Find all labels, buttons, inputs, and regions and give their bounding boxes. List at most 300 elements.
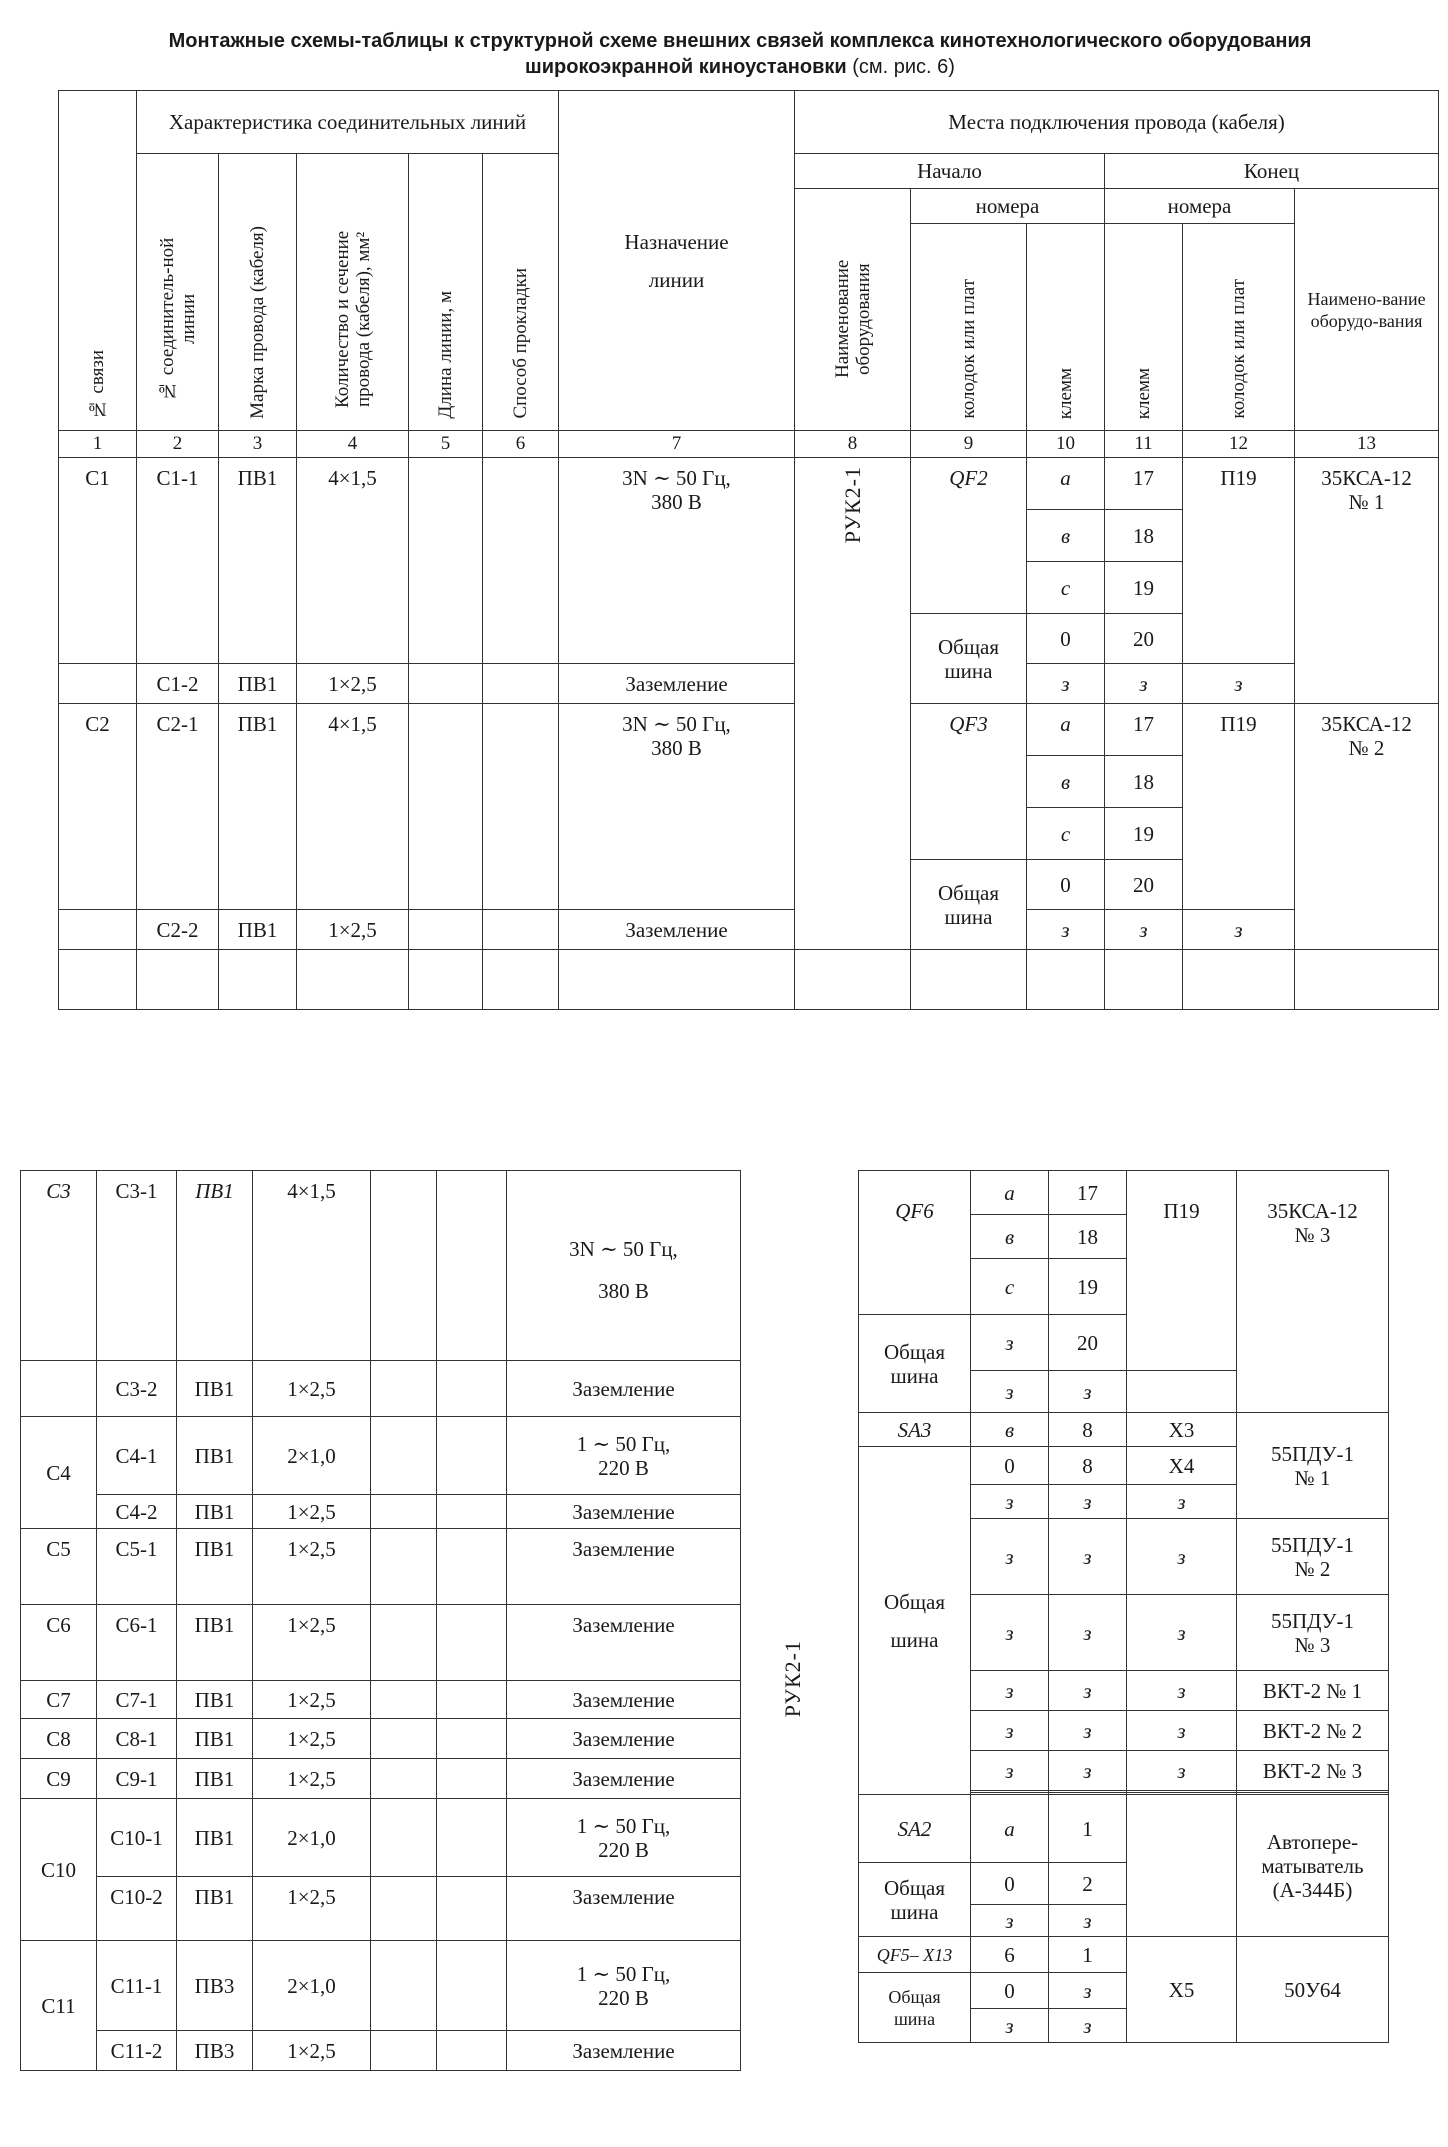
end-terminal: 19: [1105, 808, 1183, 860]
start-terminal: в: [1027, 510, 1105, 562]
hdr-end-equipment: Наимено-вание оборудо-вания: [1295, 189, 1439, 431]
wire-size: 1×2,5: [253, 1681, 371, 1719]
wire-brand: ПВ1: [219, 664, 297, 704]
line-length: [371, 1361, 437, 1417]
start-block: SA2: [859, 1795, 971, 1863]
start-terminal: 0: [971, 1447, 1049, 1485]
line-length: [371, 1171, 437, 1361]
end-equipment: ВКТ-2 № 1: [1237, 1671, 1389, 1711]
wire-brand: ПВ1: [219, 458, 297, 664]
end-equipment: [1237, 1595, 1389, 1671]
hdr-start-equipment: Наименование оборудования: [795, 189, 911, 431]
line-id: C3-2: [97, 1361, 177, 1417]
end-terminal: 8: [1049, 1447, 1127, 1485]
col-num: 11: [1105, 431, 1183, 458]
end-bus: з: [1183, 664, 1295, 704]
end-equipment-name: 55ПДУ-1: [1270, 1441, 1355, 1466]
end-equipment-name: 35КСА-12: [1321, 712, 1412, 736]
hdr-end-numbers: номера: [1105, 189, 1295, 224]
start-terminal: з: [971, 1485, 1049, 1519]
end-equipment: [1237, 1171, 1389, 1413]
line-id: C11-2: [97, 2031, 177, 2071]
hdr-link-no: № связи: [59, 91, 137, 431]
line-purpose: [507, 1799, 741, 1877]
common-bus: [859, 1973, 971, 2043]
start-terminal: з: [971, 1711, 1049, 1751]
end-block: Х3: [1127, 1413, 1237, 1447]
end-block: Х4: [1127, 1447, 1237, 1485]
end-equipment-name: (А-344Б): [1272, 1877, 1353, 1902]
start-terminal: в: [971, 1413, 1049, 1447]
table-row: [21, 1799, 741, 1877]
connections-table-3: [858, 1170, 1389, 2043]
laying-method: [483, 704, 559, 910]
bus-label: Общая: [883, 1875, 945, 1900]
line-purpose: Заземление: [507, 1719, 741, 1759]
link-id: C6: [21, 1605, 97, 1681]
start-terminal: с: [1027, 562, 1105, 614]
start-terminal: с: [1027, 808, 1105, 860]
wire-size: 1×2,5: [253, 1495, 371, 1529]
end-terminal: 20: [1105, 614, 1183, 664]
line-id: C10-2: [97, 1877, 177, 1941]
table-row: [21, 1495, 741, 1529]
laying-method: [437, 1799, 507, 1877]
hdr-start-numbers: номера: [911, 189, 1105, 224]
line-id: C3-1: [97, 1171, 177, 1361]
laying-method: [437, 1681, 507, 1719]
link-id: C8: [21, 1719, 97, 1759]
line-purpose: [507, 1941, 741, 2031]
line-id: C2-2: [137, 910, 219, 950]
line-id: C4-1: [97, 1417, 177, 1495]
start-terminal: 0: [1027, 614, 1105, 664]
start-terminal: а: [1027, 458, 1105, 510]
end-terminal: 19: [1105, 562, 1183, 614]
col-num: 10: [1027, 431, 1105, 458]
table-row: [21, 1361, 741, 1417]
laying-method: [483, 910, 559, 950]
link-id: C9: [21, 1759, 97, 1799]
table-row: [59, 458, 1439, 510]
hdr-line-length: Длина линии, м: [409, 154, 483, 431]
end-terminal: 1: [1049, 1937, 1127, 1973]
link-id: C4: [21, 1417, 97, 1529]
laying-method: [437, 1171, 507, 1361]
start-block: QF5– X13: [859, 1937, 971, 1973]
laying-method: [437, 1417, 507, 1495]
table-row: [21, 1529, 741, 1605]
link-id: C11: [21, 1941, 97, 2071]
start-terminal: 0: [971, 1973, 1049, 2009]
wire-size: 4×1,5: [253, 1171, 371, 1361]
end-equipment-no: № 1: [1348, 490, 1385, 514]
wire-brand: ПВ1: [177, 1719, 253, 1759]
end-terminal: з: [1049, 1595, 1127, 1671]
purpose-text: 3N ∼ 50 Гц,: [622, 466, 731, 490]
line-id: C5-1: [97, 1529, 177, 1605]
end-equipment-no: № 1: [1294, 1465, 1331, 1490]
end-equipment-name: матыватель: [1261, 1853, 1364, 1878]
wire-size: 4×1,5: [297, 458, 409, 664]
col-num: 5: [409, 431, 483, 458]
laying-method: [483, 458, 559, 664]
line-purpose: Заземление: [559, 910, 795, 950]
end-block: [1127, 1795, 1237, 1937]
bus-label: шина: [890, 1363, 939, 1388]
start-terminal: 0: [1027, 860, 1105, 910]
bus-label: Общая: [883, 1589, 945, 1614]
line-length: [409, 664, 483, 704]
hdr-start: Начало: [795, 154, 1105, 189]
wire-brand: ПВ1: [177, 1417, 253, 1495]
wire-size: 4×1,5: [297, 704, 409, 910]
start-block: QF3: [911, 704, 1027, 860]
start-terminal: 0: [971, 1863, 1049, 1905]
end-terminal: з: [1049, 1671, 1127, 1711]
end-terminal: 18: [1049, 1215, 1127, 1259]
hdr-connection-places: Места подключения провода (кабеля): [795, 91, 1439, 154]
laying-method: [437, 1941, 507, 2031]
purpose-text: 220 В: [598, 1837, 649, 1862]
purpose-text: 1 ∼ 50 Гц,: [576, 1431, 671, 1456]
end-terminal: з: [1049, 1519, 1127, 1595]
table-row: [21, 1941, 741, 2031]
table-row: [21, 1877, 741, 1941]
hdr-start-blocks: колодок или плат: [911, 224, 1027, 431]
line-purpose: Заземление: [507, 1495, 741, 1529]
hdr-end-terminals: клемм: [1105, 224, 1183, 431]
common-bus: [859, 1447, 971, 1795]
link-id: C10: [21, 1799, 97, 1941]
col-num: 13: [1295, 431, 1439, 458]
table-row: [21, 1681, 741, 1719]
purpose-text: 3N ∼ 50 Гц,: [622, 712, 731, 736]
table-row: [59, 664, 1439, 704]
line-length: [371, 1877, 437, 1941]
end-terminal: з: [1049, 2009, 1127, 2043]
title-line-2-text: широкоэкранной киноустановки: [525, 56, 847, 78]
end-equipment-name: 55ПДУ-1: [1270, 1608, 1355, 1633]
laying-method: [437, 1719, 507, 1759]
wire-brand: ПВ1: [177, 1605, 253, 1681]
laying-method: [437, 1361, 507, 1417]
common-bus: [911, 860, 1027, 950]
wire-brand: ПВ1: [177, 1361, 253, 1417]
column-numbers-row: [59, 431, 1439, 458]
purpose-text: 220 В: [598, 1455, 649, 1480]
line-length: [371, 1681, 437, 1719]
wire-size: 1×2,5: [253, 1759, 371, 1799]
hdr-line-no: № соединитель-ной линии: [137, 154, 219, 431]
end-terminal: 2: [1049, 1863, 1127, 1905]
link-id: C1: [59, 458, 137, 664]
wire-size: 2×1,0: [253, 1941, 371, 2031]
end-block: з: [1127, 1751, 1237, 1791]
table-row-empty: [59, 950, 1439, 1010]
bus-label: шина: [890, 1627, 939, 1652]
end-terminal: з: [1049, 1711, 1127, 1751]
purpose-text: 220 В: [598, 1985, 649, 2010]
line-purpose: Заземление: [507, 1529, 741, 1605]
wire-size: 1×2,5: [253, 1719, 371, 1759]
wire-size: 2×1,0: [253, 1417, 371, 1495]
title-figure-ref: (см. рис. 6): [852, 56, 955, 78]
start-block: SA3: [859, 1413, 971, 1447]
purpose-text: 380 В: [651, 490, 702, 514]
line-id: C8-1: [97, 1719, 177, 1759]
start-terminal: з: [1027, 664, 1105, 704]
wire-size: 1×2,5: [297, 910, 409, 950]
start-terminal: з: [971, 1315, 1049, 1371]
link-id: [59, 664, 137, 704]
table-row: [859, 1937, 1389, 1973]
start-terminal: з: [971, 1905, 1049, 1937]
title-line-2: [40, 54, 1440, 80]
wire-brand: ПВ3: [177, 1941, 253, 2031]
end-terminal: з: [1049, 1751, 1127, 1791]
start-terminal: а: [971, 1795, 1049, 1863]
col-num: 6: [483, 431, 559, 458]
wire-brand: ПВ1: [177, 1171, 253, 1361]
end-equipment: [1237, 1413, 1389, 1519]
start-equipment-text: РУК2-1: [780, 1640, 805, 1718]
line-length: [371, 1529, 437, 1605]
line-length: [371, 1719, 437, 1759]
end-equipment-name: Автопере-: [1266, 1829, 1359, 1854]
link-id: [59, 910, 137, 950]
common-bus: [859, 1863, 971, 1937]
end-equipment-name: 35КСА-12: [1267, 1199, 1358, 1223]
line-purpose: [559, 704, 795, 910]
end-equipment-name: 35КСА-12: [1321, 466, 1412, 490]
link-id: C7: [21, 1681, 97, 1719]
hdr-end-blocks: колодок или плат: [1183, 224, 1295, 431]
end-equipment-no: № 3: [1294, 1223, 1331, 1247]
connections-table-2: [20, 1170, 741, 2071]
line-id: C1-2: [137, 664, 219, 704]
bus-label: шина: [890, 1899, 939, 1924]
line-id: C11-1: [97, 1941, 177, 2031]
hdr-end: Конец: [1105, 154, 1439, 189]
end-terminal: 20: [1049, 1315, 1127, 1371]
bus-label: Общая: [883, 1339, 945, 1364]
end-equipment: ВКТ-2 № 3: [1237, 1751, 1389, 1791]
wire-size: 2×1,0: [253, 1799, 371, 1877]
line-length: [371, 1759, 437, 1799]
start-terminal: з: [971, 1671, 1049, 1711]
bus-label: Общая: [888, 1986, 941, 2007]
col-num: 7: [559, 431, 795, 458]
end-block: з: [1127, 1519, 1237, 1595]
line-length: [371, 1495, 437, 1529]
page-title: [40, 28, 1440, 80]
end-terminal: 17: [1049, 1171, 1127, 1215]
wire-size: 1×2,5: [253, 1877, 371, 1941]
line-id: C7-1: [97, 1681, 177, 1719]
wire-brand: ПВ1: [177, 1495, 253, 1529]
table-row: [21, 1719, 741, 1759]
line-purpose: Заземление: [507, 2031, 741, 2071]
wire-brand: ПВ1: [219, 910, 297, 950]
laying-method: [437, 1529, 507, 1605]
line-purpose: Заземление: [507, 1877, 741, 1941]
col-num: 1: [59, 431, 137, 458]
line-length: [371, 1941, 437, 2031]
end-equipment: 50У64: [1237, 1937, 1389, 2043]
start-terminal: з: [971, 1371, 1049, 1413]
end-terminal: 8: [1049, 1413, 1127, 1447]
connections-table-1: [58, 90, 1439, 1010]
start-block: QF6: [859, 1171, 971, 1315]
laying-method: [437, 1495, 507, 1529]
laying-method: [437, 1877, 507, 1941]
wire-brand: ПВ1: [177, 1529, 253, 1605]
wire-size: 1×2,5: [253, 1529, 371, 1605]
common-bus: [859, 1315, 971, 1413]
end-equipment: [1237, 1519, 1389, 1595]
end-equipment-no: № 2: [1294, 1556, 1331, 1581]
purpose-text: 380 В: [598, 1278, 649, 1303]
end-block: П19: [1127, 1171, 1237, 1371]
table-row: [859, 1795, 1389, 1863]
end-terminal: з: [1049, 1485, 1127, 1519]
line-id: C1-1: [137, 458, 219, 664]
line-length: [371, 1417, 437, 1495]
line-purpose: [507, 1171, 741, 1361]
line-purpose: Заземление: [507, 1759, 741, 1799]
wire-size: 1×2,5: [253, 1605, 371, 1681]
start-terminal: а: [971, 1171, 1049, 1215]
hdr-purpose-a: Назначение: [624, 229, 729, 254]
start-terminal: в: [971, 1215, 1049, 1259]
purpose-text: 380 В: [651, 736, 702, 760]
end-terminal: 19: [1049, 1259, 1127, 1315]
line-length: [371, 2031, 437, 2071]
col-num: 4: [297, 431, 409, 458]
common-bus: [911, 614, 1027, 704]
table-row: [859, 1171, 1389, 1215]
end-terminal: з: [1049, 1905, 1127, 1937]
start-equipment: РУК2-1: [795, 458, 911, 950]
end-terminal: 1: [1049, 1795, 1127, 1863]
purpose-text: 1 ∼ 50 Гц,: [576, 1961, 671, 1986]
table-row: [21, 2031, 741, 2071]
start-terminal: з: [1027, 910, 1105, 950]
start-terminal: а: [1027, 704, 1105, 756]
end-terminal: з: [1049, 1973, 1127, 2009]
wire-brand: ПВ1: [177, 1681, 253, 1719]
line-purpose: Заземление: [507, 1361, 741, 1417]
hdr-line-characteristics: Характеристика соединительных линий: [137, 91, 559, 154]
link-id: C5: [21, 1529, 97, 1605]
end-equipment: ВКТ-2 № 2: [1237, 1711, 1389, 1751]
wire-brand: ПВ1: [177, 1799, 253, 1877]
col-num: 8: [795, 431, 911, 458]
hdr-purpose: [559, 91, 795, 431]
start-terminal: з: [971, 1595, 1049, 1671]
hdr-start-terminals: клемм: [1027, 224, 1105, 431]
table-row: [59, 704, 1439, 756]
end-equipment-name: 55ПДУ-1: [1270, 1532, 1355, 1557]
end-terminal: з: [1105, 664, 1183, 704]
line-id: C4-2: [97, 1495, 177, 1529]
col-num: 12: [1183, 431, 1295, 458]
laying-method: [437, 2031, 507, 2071]
bus-label: шина: [893, 2008, 936, 2029]
wire-brand: ПВ1: [177, 1759, 253, 1799]
hdr-wire-size: Количество и сечение провода (кабеля), мм²: [297, 154, 409, 431]
end-terminal: 17: [1105, 458, 1183, 510]
table-row: [21, 1605, 741, 1681]
line-length: [409, 910, 483, 950]
table-row: [859, 1413, 1389, 1447]
start-terminal: з: [971, 1751, 1049, 1791]
line-id: C9-1: [97, 1759, 177, 1799]
end-terminal: з: [1105, 910, 1183, 950]
wire-size: 1×2,5: [297, 664, 409, 704]
start-terminal: с: [971, 1259, 1049, 1315]
end-bus: з: [1183, 910, 1295, 950]
link-id: C3: [21, 1171, 97, 1361]
table-row: [21, 1417, 741, 1495]
wire-brand: ПВ1: [219, 704, 297, 910]
end-block: Х5: [1127, 1937, 1237, 2043]
wire-brand: ПВ1: [177, 1877, 253, 1941]
bus-label: шина: [944, 658, 993, 683]
start-terminal: з: [971, 2009, 1049, 2043]
end-equipment-no: № 3: [1294, 1632, 1331, 1657]
laying-method: [437, 1759, 507, 1799]
bus-label: Общая: [937, 880, 999, 905]
line-length: [409, 704, 483, 910]
laying-method: [437, 1605, 507, 1681]
col-num: 9: [911, 431, 1027, 458]
bus-label: шина: [944, 904, 993, 929]
line-id: C2-1: [137, 704, 219, 910]
title-line-1: Монтажные схемы-таблицы к структурной схеме внешних связей комплекса кинотехнологического оборудования: [168, 30, 1312, 52]
wire-size: 1×2,5: [253, 2031, 371, 2071]
purpose-text: 3N ∼ 50 Гц,: [569, 1236, 678, 1261]
end-block: П19: [1183, 704, 1295, 910]
wire-size: 1×2,5: [253, 1361, 371, 1417]
line-purpose: Заземление: [507, 1681, 741, 1719]
line-id: C6-1: [97, 1605, 177, 1681]
purpose-text: 1 ∼ 50 Гц,: [576, 1813, 671, 1838]
start-terminal: 6: [971, 1937, 1049, 1973]
hdr-laying-method: Способ прокладки: [483, 154, 559, 431]
end-equipment-no: № 2: [1348, 736, 1385, 760]
laying-method: [483, 664, 559, 704]
end-equipment: [1237, 1795, 1389, 1937]
hdr-purpose-b: линии: [648, 267, 705, 292]
end-equipment: [1295, 704, 1439, 950]
table-row: [21, 1759, 741, 1799]
col-num: 3: [219, 431, 297, 458]
wire-brand: ПВ3: [177, 2031, 253, 2071]
end-terminal: 18: [1105, 510, 1183, 562]
start-terminal: з: [971, 1519, 1049, 1595]
bus-label: Общая: [937, 634, 999, 659]
link-id: [21, 1361, 97, 1417]
end-block: П19: [1183, 458, 1295, 664]
end-terminal: 17: [1105, 704, 1183, 756]
end-terminal: 20: [1105, 860, 1183, 910]
end-equipment: [1295, 458, 1439, 704]
end-block: [1127, 1371, 1237, 1413]
start-terminal: в: [1027, 756, 1105, 808]
end-block: з: [1127, 1671, 1237, 1711]
